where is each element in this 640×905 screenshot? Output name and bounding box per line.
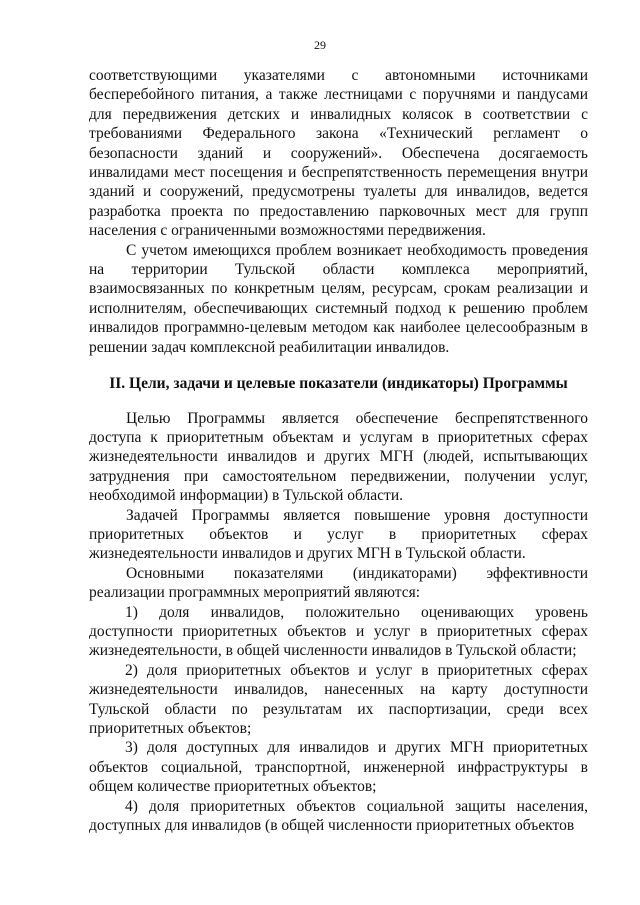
list-item: 1) доля инвалидов, положительно оценивающих уровень доступности приоритетных объектов и услуг в приоритетных сферах жизнедеятельности, в общей численности инвалидов в Тульской области; [89,603,588,660]
list-item: 4) доля приоритетных объектов социальной защиты населения, доступных для инвалидов (в общей численности приоритетных объектов [89,797,588,835]
list-item: 3) доля доступных для инвалидов и других МГН приоритетных объектов социальной, транспортной, инженерной инфраструктуры в общем количестве приоритетных объектов; [89,739,588,796]
list-item: 2) доля приоритетных объектов и услуг в приоритетных сферах жизнедеятельности инвалидов, нанесенных на карту доступности Тульской области по результатам их паспортизации, среди всех приоритетных объектов; [89,661,588,737]
paragraph-necessity: С учетом имеющихся проблем возникает необходимость проведения на территории Тульской области комплекса мероприятий, взаимосвязанных по конкретным целям, ресурсам, срокам реализации и исполнителям, обеспечивающих системный подход к решению проблем инвалидов программно-целевым методом как наиболее целесообразным в решении задач комплексной реабилитации инвалидов. [89,241,588,356]
paragraph-task: Задачей Программы является повышение уровня доступности приоритетных объектов и услуг в приоритетных сферах жизнедеятельности инвалидов и других МГН в Тульской области. [89,506,588,563]
paragraph-indicators-intro: Основными показателями (индикаторами) эффективности реализации программных мероприятий являются: [89,564,588,602]
page-number: 29 [314,38,326,52]
section-heading: II. Цели, задачи и целевые показатели (индикаторы) Программы [109,375,568,393]
document-body [89,66,588,835]
paragraph-goal: Целью Программы является обеспечение беспрепятственного доступа к приоритетным объектам и услугам в приоритетных сферах жизнедеятельности инвалидов и других МГН (людей, испытывающих затруднения при самостоятельном передвижении, получении услуг, необходимой информации) в Тульской области. [89,409,588,505]
paragraph-continuation: соответствующими указателями с автономными источниками бесперебойного питания, а также лестницами с поручнями и пандусами для передвижения детских и инвалидных колясок в соответствии с требованиями Федерального закона «Технический регламент о безопасности зданий и сооружений». Обеспечена досягаемость инвалидами мест посещения и беспрепятственность перемещения внутри зданий и сооружений, предусмотрены туалеты для инвалидов, ведется разработка проекта по предоставлению парковочных мест для групп населения с ограниченными возможностями передвижения. [89,67,588,240]
